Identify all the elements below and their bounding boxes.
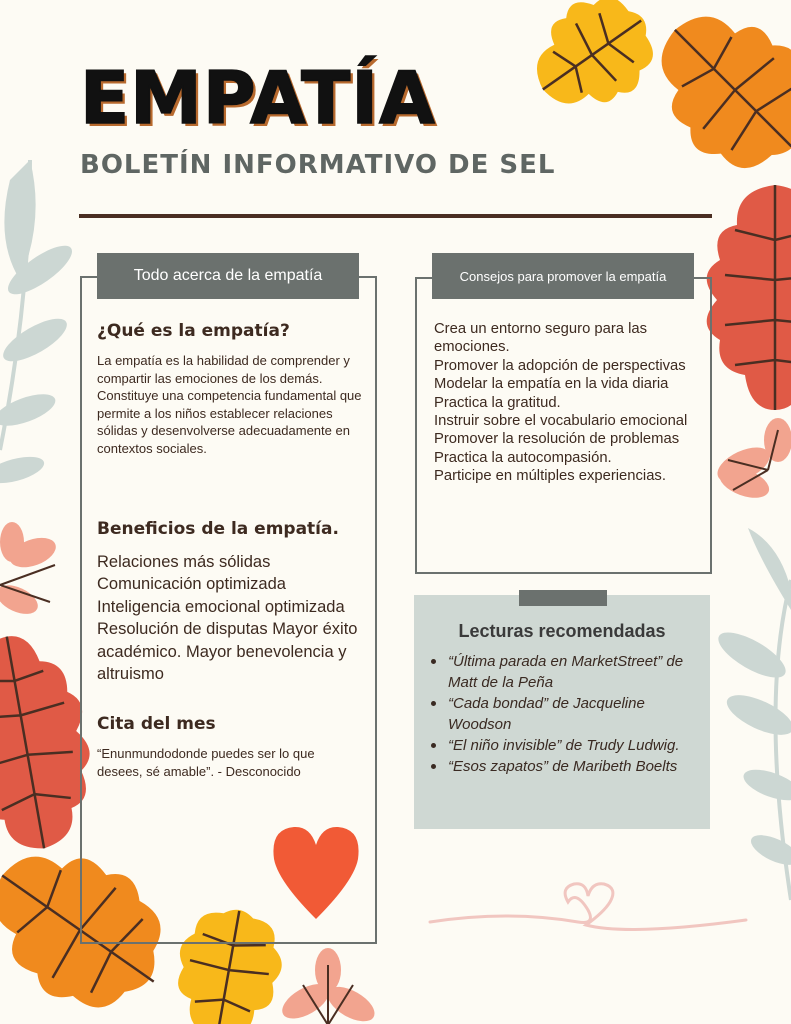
reading-title: Lecturas recomendadas	[458, 621, 666, 641]
book-title: “Esos zapatos” de Maribeth Boelts	[448, 758, 678, 775]
list-item: Practica la autocompasión.	[434, 449, 612, 466]
recommended-reading-card	[414, 595, 710, 829]
quote-text: “Enunmundodonde puedes ser lo que desees, sé amable”. - Desconocido	[97, 746, 315, 779]
page-subtitle: BOLETÍN INFORMATIVO DE SEL	[80, 150, 556, 180]
list-item: Comunicación optimizada	[97, 575, 286, 594]
autumn-leaf-icon	[712, 418, 791, 504]
reading-list	[448, 651, 706, 777]
list-item	[448, 693, 706, 735]
autumn-leaf-icon	[513, 0, 673, 132]
list-item: Inteligencia emocional optimizada Resolución de disputas Mayor éxito académico. Mayor benevolencia y altruismo	[97, 597, 358, 684]
autumn-leaf-icon	[712, 528, 791, 900]
benefits-list	[97, 551, 359, 685]
book-title: “El niño invisible” de Trudy Ludwig.	[448, 737, 680, 754]
tape-strip	[519, 590, 607, 606]
header-divider	[79, 214, 712, 218]
what-is-empathy-text: La empatía es la habilidad de comprender y compartir las emociones de los demás. Constituye una competencia fundamental que permite a los niños establecer relaciones sólidas y desenvolverse adecuadamente en contextos sociales.	[97, 353, 362, 456]
page-title: EMPATÍA	[80, 56, 436, 140]
book-title: “Última parada en MarketStreet” de Matt de la Peña	[448, 653, 684, 691]
list-item: Instruir sobre el vocabulario emocional	[434, 413, 688, 430]
heart-squiggle-icon	[428, 880, 748, 940]
list-item: Participe en múltiples experiencias.	[434, 468, 666, 485]
what-is-empathy-heading: ¿Qué es la empatía?	[97, 321, 290, 341]
autumn-leaf-icon	[0, 160, 79, 488]
left-panel-tab: Todo acerca de la empatía	[97, 253, 359, 299]
right-panel-tab: Consejos para promover la empatía	[432, 253, 694, 299]
autumn-leaf-icon	[627, 0, 791, 196]
bullet-icon	[431, 701, 436, 706]
list-item: Modelar la empatía en la vida diaria	[434, 376, 669, 393]
tips-list	[434, 320, 706, 486]
autumn-leaf-icon	[0, 522, 60, 620]
quote-heading: Cita del mes	[97, 714, 216, 734]
autumn-leaf-icon	[707, 185, 791, 410]
list-item	[448, 735, 706, 756]
list-item: Crea un entorno seguro para las emociones.	[434, 321, 648, 356]
bullet-icon	[431, 743, 436, 748]
bullet-icon	[431, 659, 436, 664]
list-item: Relaciones más sólidas	[97, 553, 271, 571]
list-item: Promover la adopción de perspectivas	[434, 357, 686, 374]
list-item	[448, 756, 706, 777]
list-item: Practica la gratitud.	[434, 394, 561, 411]
benefits-heading: Beneficios de la empatía.	[97, 519, 339, 539]
bullet-icon	[431, 764, 436, 769]
autumn-leaf-icon	[277, 948, 380, 1024]
book-title: “Cada bondad” de Jacqueline Woodson	[448, 695, 645, 733]
heart-icon	[270, 823, 362, 923]
list-item	[448, 651, 706, 693]
list-item: Promover la resolución de problemas	[434, 431, 680, 448]
